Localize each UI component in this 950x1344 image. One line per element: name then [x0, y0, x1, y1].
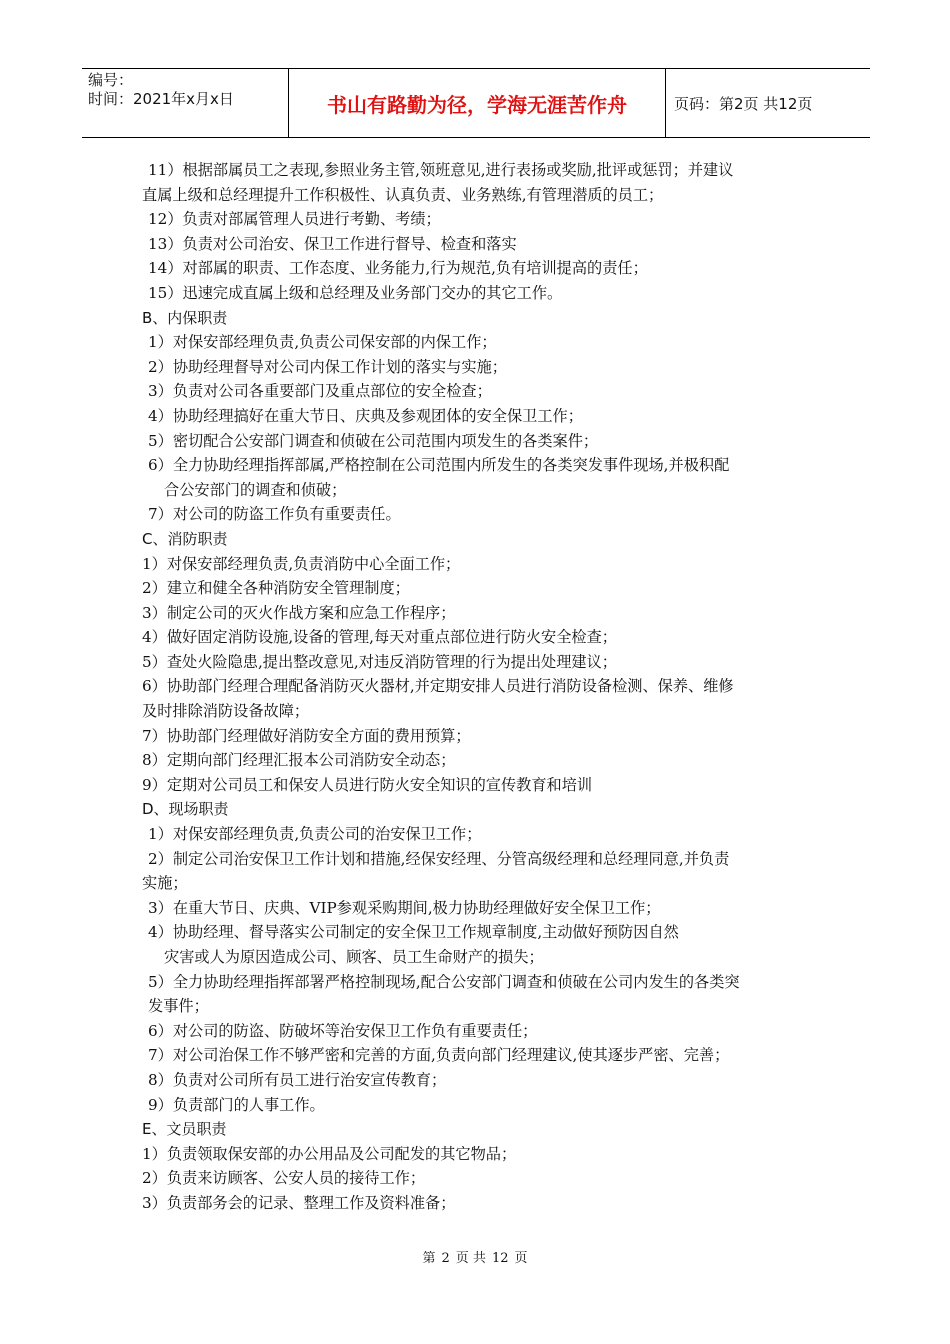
duty-line: 及时排除消防设备故障；	[142, 702, 310, 721]
duty-line: 2）建立和健全各种消防安全管理制度；	[142, 579, 410, 598]
duty-line: 4）协助经理、督导落实公司制定的安全保卫工作规章制度,主动做好预防因自然	[148, 923, 679, 942]
document-body	[142, 158, 822, 1216]
footer-page-number: 2	[441, 1251, 450, 1266]
section-heading: B、内保职责	[142, 308, 228, 327]
footer-middle: 页 共	[455, 1251, 486, 1266]
section-heading: E、文员职责	[142, 1120, 227, 1139]
duty-line: 1）对保安部经理负责,负责公司保安部的内保工作；	[148, 333, 497, 352]
duty-line: 7）对公司治保工作不够严密和完善的方面,负责向部门经理建议,使其逐步严密、完善；	[148, 1046, 730, 1065]
duty-line: 直属上级和总经理提升工作积极性、认真负责、业务熟练,有管理潜质的员工；	[142, 185, 664, 204]
footer-total-pages: 12	[491, 1251, 509, 1266]
duty-line: 1）对保安部经理负责,负责消防中心全面工作；	[142, 554, 461, 573]
duty-line: 3）制定公司的灭火作战方案和应急工作程序；	[142, 603, 456, 622]
duty-line: 7）协助部门经理做好消防安全方面的费用预算；	[142, 726, 471, 745]
duty-line: 灾害或人为原因造成公司、顾客、员工生命财产的损失；	[164, 948, 544, 966]
duty-line: 发事件；	[148, 997, 209, 1016]
duty-line: 13）负责对公司治安、保卫工作进行督导、检查和落实	[148, 234, 517, 253]
duty-line: 3）负责对公司各重要部门及重点部位的安全检查；	[148, 382, 492, 401]
document-number-label: 编号：	[88, 71, 134, 89]
duty-line: 合公安部门的调查和侦破；	[164, 480, 347, 499]
header-page-label: 页码：第2页 共12页	[674, 94, 813, 113]
duty-line: 7）对公司的防盗工作负有重要责任。	[148, 505, 401, 524]
duty-line: 3）在重大节日、庆典、VIP参观采购期间,极力协助经理做好安全保卫工作；	[148, 898, 661, 917]
duty-line: 5）全力协助经理指挥部署严格控制现场,配合公安部门调查和侦破在公司内发生的各类突	[148, 972, 740, 991]
footer-prefix: 第	[422, 1251, 436, 1266]
duty-line: 1）对保安部经理负责,负责公司的治安保卫工作；	[148, 825, 482, 844]
header-motto: 书山有路勤为径，学海无涯苦作舟	[289, 69, 666, 137]
duty-line: 12）负责对部属管理人员进行考勤、考绩；	[148, 210, 441, 229]
duty-line: 9）定期对公司员工和保安人员进行防火安全知识的宣传教育和培训	[142, 775, 593, 794]
duty-line: 1）负责领取保安部的办公用品及公司配发的其它物品；	[142, 1144, 517, 1163]
duty-line: 6）协助部门经理合理配备消防灭火器材,并定期安排人员进行消防设备检测、保养、维修	[142, 677, 734, 696]
duty-line: 5）查处火险隐患,提出整改意见,对违反消防管理的行为提出处理建议；	[142, 652, 617, 671]
footer-suffix: 页	[514, 1251, 528, 1266]
duty-line: 2）制定公司治安保卫工作计划和措施,经保安经理、分管高级经理和总经理同意,并负责	[148, 849, 730, 868]
duty-line: 5）密切配合公安部门调查和侦破在公司范围内项发生的各类案件；	[148, 431, 599, 450]
duty-line: 3）负责部务会的记录、整理工作及资料准备；	[142, 1193, 456, 1212]
duty-line: 8）定期向部门经理汇报本公司消防安全动态；	[142, 751, 456, 770]
duty-line: 6）对公司的防盗、防破坏等治安保卫工作负有重要责任；	[148, 1021, 538, 1040]
duty-line: 2）负责来访顾客、公安人员的接待工作；	[142, 1169, 426, 1188]
duty-line: 9）负责部门的人事工作。	[148, 1095, 325, 1114]
page-header	[82, 68, 870, 138]
header-meta	[82, 69, 289, 137]
duty-line: 2）协助经理督导对公司内保工作计划的落实与实施；	[148, 357, 507, 376]
duty-line: 8）负责对公司所有员工进行治安宣传教育；	[148, 1070, 447, 1089]
document-date-label: 时间：2021年x月x日	[88, 90, 234, 108]
duty-line: 15）迅速完成直属上级和总经理及业务部门交办的其它工作。	[148, 283, 563, 302]
duty-line: 6）全力协助经理指挥部属,严格控制在公司范围内所发生的各类突发事件现场,并极积配	[148, 456, 730, 475]
page-footer	[0, 1247, 950, 1266]
section-heading: C、消防职责	[142, 529, 228, 548]
duty-line: 11）根据部属员工之表现,参照业务主管,领班意见,进行表扬或奖励,批评或惩罚；并建议	[148, 161, 734, 179]
duty-line: 4）做好固定消防设施,设备的管理,每天对重点部位进行防火安全检查；	[142, 628, 617, 647]
section-heading: D、现场职责	[142, 800, 229, 819]
duty-line: 4）协助经理搞好在重大节日、庆典及参观团体的安全保卫工作；	[148, 406, 583, 425]
duty-line: 14）对部属的职责、工作态度、业务能力,行为规范,负有培训提高的责任；	[148, 259, 648, 278]
duty-line: 实施；	[142, 874, 188, 893]
